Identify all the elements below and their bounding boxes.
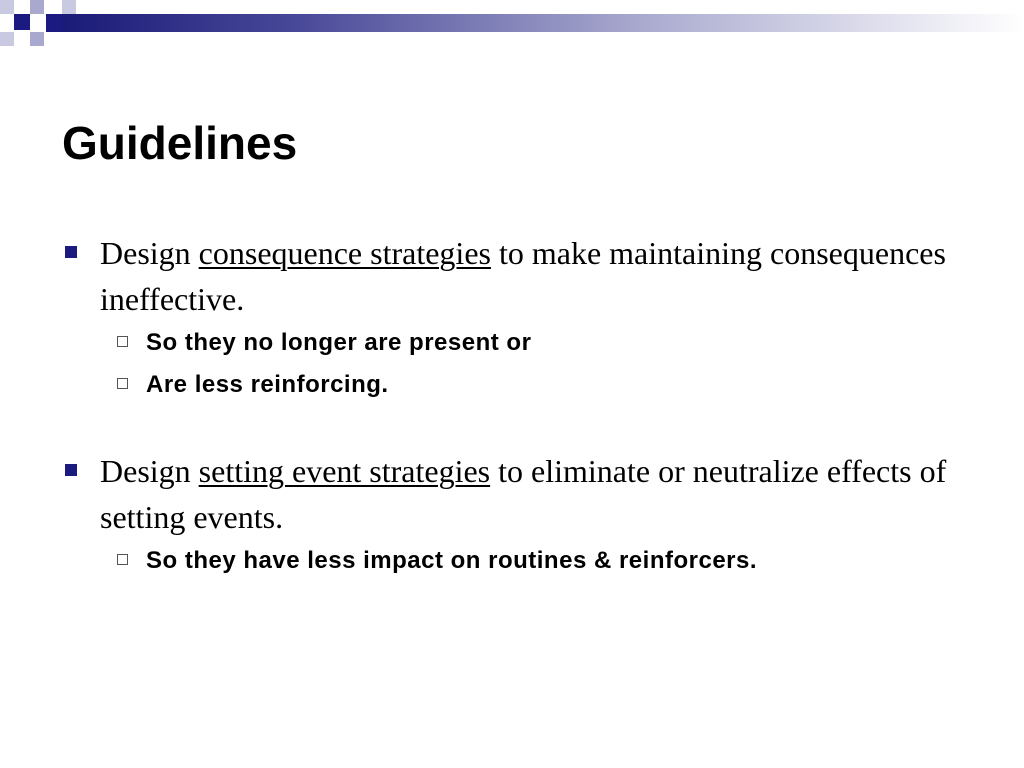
square-bullet-icon [65,464,77,476]
square-bullet-icon [65,246,77,258]
header-gradient-band [62,14,1024,32]
hollow-square-bullet-icon [117,554,128,565]
spacer [62,406,962,448]
decor-square-dark [14,14,30,30]
bullet-item [62,230,962,322]
sub-bullet-item [62,364,962,406]
decor-square-light [0,32,14,46]
slide-title: Guidelines [62,117,298,169]
hollow-square-bullet-icon [117,378,128,389]
slide-body [62,230,962,582]
sub-bullet-text: Are less reinforcing. [146,371,389,398]
bullet-text-underlined: setting event strategies [198,453,491,489]
decor-square-light [30,32,44,46]
sub-bullet-item [62,540,962,582]
sub-bullet-text: So they have less impact on routines & reinforcers. [146,547,758,574]
bullet-text-prefix: Design [100,235,199,271]
bullet-item [62,448,962,540]
sub-bullet-text: So they no longer are present or [146,329,532,356]
bullet-text-prefix: Design [100,453,199,489]
bullet-text-underlined: consequence strategies [198,235,491,271]
sub-bullet-item [62,322,962,364]
decor-square-dark [46,14,62,32]
hollow-square-bullet-icon [117,336,128,347]
decor-square-light [0,0,14,14]
bullet-text-suffix: to eliminate or neutralize effects of setting events. [100,453,947,535]
decor-square-light [62,0,76,14]
bullet-text-suffix: to make maintaining consequences ineffective. [100,235,946,317]
decor-square-light [30,0,44,14]
